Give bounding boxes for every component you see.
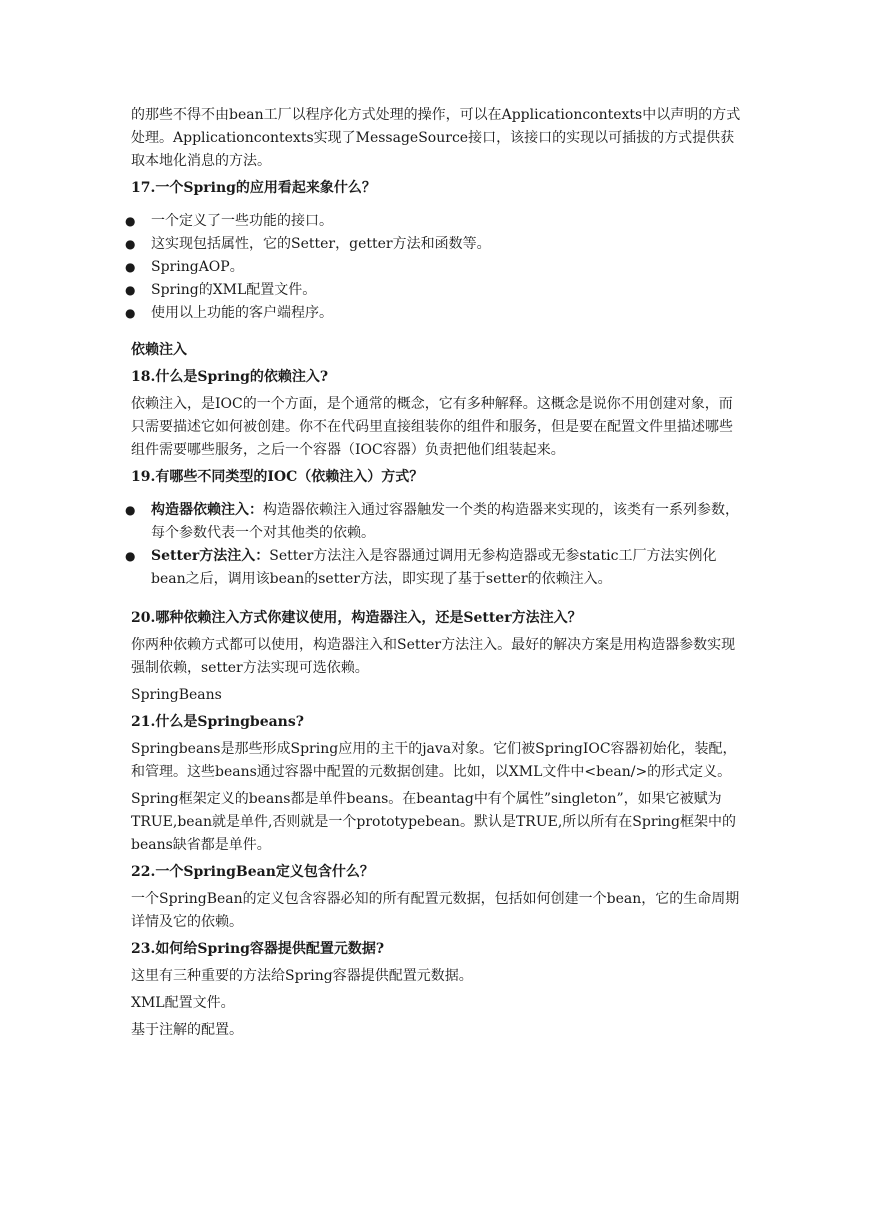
list-item: ● SpringAOP。: [131, 256, 741, 279]
section-heading-dependency-injection: 依赖注入: [131, 342, 187, 358]
question-23-line-1: XML配置文件。: [131, 995, 235, 1011]
question-19-list: [125, 499, 741, 591]
list-item: ● 使用以上功能的客户端程序。: [131, 302, 741, 325]
term-label: 构造器依赖注入：: [151, 502, 263, 518]
question-21-body-1: Springbeans是那些形成Spring应用的主干的java对象。它们被SpringIOC容器初始化，装配，和管理。这些beans通过容器中配置的元数据创建。比如，以XML文件中<bean/>的形式定义。: [131, 741, 737, 780]
question-18-body: 依赖注入，是IOC的一个方面，是个通常的概念，它有多种解释。这概念是说你不用创建对象，而只需要描述它如何被创建。你不在代码里直接组装你的组件和服务，但是要在配置文件里描述哪些组件需要哪些服务，之后一个容器（IOC容器）负责把他们组装起来。: [131, 396, 733, 458]
bullet-icon: ●: [125, 260, 136, 274]
question-19-title: 19.有哪些不同类型的IOC（依赖注入）方式？: [131, 469, 424, 485]
question-23-title: 23.如何给Spring容器提供配置元数据?: [131, 941, 385, 957]
intro-paragraph: 的那些不得不由bean工厂以程序化方式处理的操作，可以在Applicationcontexts中以声明的方式处理。Applicationcontexts实现了MessageSource接口，该接口的实现以可插拔的方式提供获取本地化消息的方法。: [131, 107, 741, 169]
list-item: ● 一个定义了一些功能的接口。: [131, 210, 741, 233]
question-20-title: 20.哪种依赖注入方式你建议使用，构造器注入，还是Setter方法注入？: [131, 610, 582, 626]
bullet-icon: ●: [125, 549, 136, 563]
term-description: Setter方法注入是容器通过调用无参构造器或无参static工厂方法实例化bean之后，调用该bean的setter方法，即实现了基于setter的依赖注入。: [151, 548, 717, 587]
list-item: ● 这实现包括属性，它的Setter，getter方法和函数等。: [131, 233, 741, 256]
bullet-icon: ●: [125, 214, 136, 228]
bullet-icon: ●: [125, 283, 136, 297]
question-18-title: 18.什么是Spring的依赖注入?: [131, 369, 329, 385]
question-17-title: 17.一个Spring的应用看起来象什么？: [131, 180, 376, 196]
section-heading-spring-beans: SpringBeans: [131, 687, 222, 703]
bullet-icon: ●: [125, 306, 136, 320]
bullet-icon: ●: [125, 237, 136, 251]
list-item: [125, 545, 741, 591]
question-22-title: 22.一个SpringBean定义包含什么？: [131, 864, 374, 880]
question-21-title: 21.什么是Springbeans?: [131, 714, 304, 730]
list-item: [125, 499, 741, 545]
question-21-body-2: Spring框架定义的beans都是单件beans。在beantag中有个属性”singleton”，如果它被赋为TRUE,bean就是单件,否则就是一个prototypebean。默认是TRUE,所以所有在Spring框架中的beans缺省都是单件。: [131, 791, 736, 853]
question-22-body: 一个SpringBean的定义包含容器必知的所有配置元数据，包括如何创建一个bean，它的生命周期详情及它的依赖。: [131, 891, 740, 930]
term-description: 构造器依赖注入通过容器触发一个类的构造器来实现的，该类有一系列参数，每个参数代表一个对其他类的依赖。: [151, 502, 739, 541]
document-page: [125, 104, 741, 1046]
question-23-body: 这里有三种重要的方法给Spring容器提供配置元数据。: [131, 968, 473, 984]
question-23-line-2: 基于注解的配置。: [131, 1022, 243, 1038]
term-label: Setter方法注入：: [151, 548, 270, 564]
question-20-body: 你两种依赖方式都可以使用，构造器注入和Setter方法注入。最好的解决方案是用构造器参数实现强制依赖，setter方法实现可选依赖。: [131, 637, 736, 676]
list-item: ● Spring的XML配置文件。: [131, 279, 741, 302]
question-17-list: [125, 210, 741, 325]
bullet-icon: ●: [125, 503, 136, 517]
